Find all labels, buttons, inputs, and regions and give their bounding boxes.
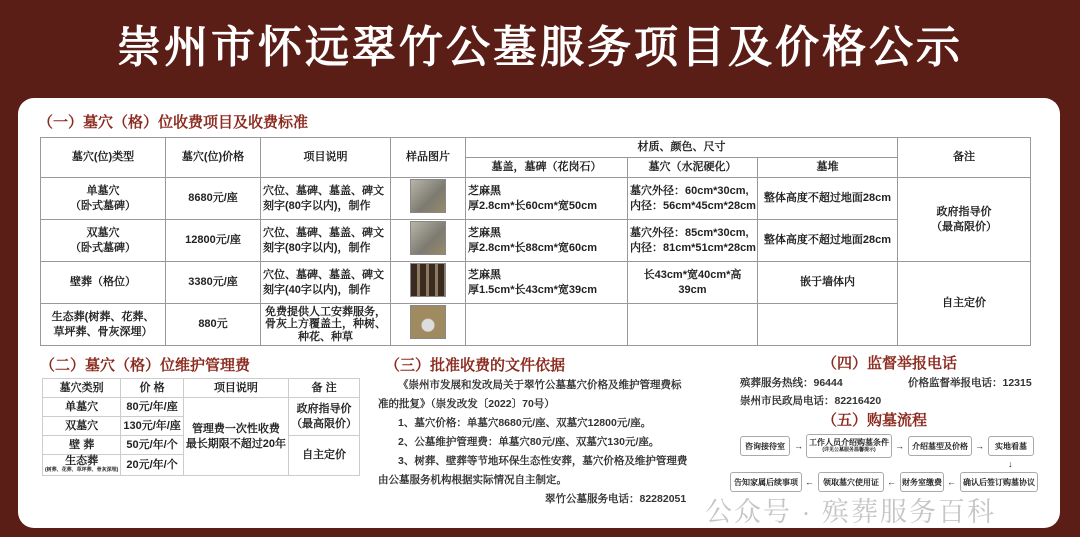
sample-photo [410, 221, 446, 255]
service-phone: 翠竹公墓服务电话：82282051 [545, 493, 687, 505]
pit: 长43cm*宽40cm*高39cm [628, 262, 758, 304]
arrow-right-icon: → [975, 441, 984, 451]
stone: 芝麻黑 [468, 269, 501, 282]
stone: 芝麻黑 [468, 227, 501, 240]
maintenance-fee-table [42, 378, 360, 476]
note: （最高限价） [931, 220, 997, 233]
stone: 芝麻黑 [468, 185, 501, 198]
section-5-title: （五）购墓流程 [822, 412, 928, 429]
note: 政府指导价 [936, 206, 992, 219]
doc-line: 3、树葬、壁葬等节地环保生态性安葬，墓穴价格及维护管理费 [398, 455, 688, 467]
civil-affairs-phone: 崇州市民政局电话：82216420 [740, 395, 882, 407]
arrow-right-icon: → [794, 441, 803, 451]
type: 双墓穴 [43, 417, 121, 436]
price: 3380元/座 [166, 262, 261, 304]
price-report-phone: 价格监督举报电话：12315 [908, 377, 1032, 389]
pit: 内径：81cm*51cm*28cm [630, 241, 756, 254]
doc-line: 《崇州市发展和发改局关于翠竹公墓墓穴价格及维护管理费标 [398, 379, 682, 391]
flow-step: 领取墓穴使用证 [818, 472, 884, 492]
price: 20元/年/个 [121, 455, 183, 476]
col-type: 墓穴类别 [43, 379, 121, 398]
note: 自主定价 [898, 262, 1031, 346]
desc: 穴位、墓碑、墓盖、碑文 [263, 227, 384, 240]
stone-size: 厚1.5cm*长43cm*宽39cm [468, 283, 598, 296]
type: 生态葬(树葬、花葬、 [51, 311, 155, 324]
table-row [41, 220, 1031, 262]
desc: 管理费一次性收费 [191, 423, 280, 436]
col-price: 墓穴(位)价格 [166, 138, 261, 178]
sample-photo [410, 305, 446, 339]
type: 单墓穴 [43, 398, 121, 417]
arrow-right-icon: → [895, 441, 904, 451]
type: 双墓穴 [86, 227, 120, 240]
arrow-left-icon: ← [947, 477, 956, 487]
sample-photo [410, 179, 446, 213]
col-price: 价 格 [121, 379, 183, 398]
desc: 穴位、墓碑、墓盖、碑文 [263, 185, 384, 198]
doc-line: 2、公墓维护管理费：单墓穴80元/座、双墓穴130元/座。 [398, 436, 660, 448]
col-pit: 墓穴（水泥硬化） [628, 158, 758, 178]
price: 880元 [166, 304, 261, 346]
stone-size: 厚2.8cm*长60cm*宽50cm [468, 199, 598, 212]
mound: 嵌于墙体内 [758, 262, 898, 304]
type-sub: 草坪葬、骨灰深埋） [53, 325, 153, 338]
desc: 刻字(40字以内)，制作 [263, 283, 371, 296]
section-4-title: （四）监督举报电话 [822, 355, 958, 372]
note: （最高限价） [291, 417, 358, 430]
flow-step: 告知家属后续事项 [730, 472, 802, 492]
hotline: 殡葬服务热线：96444 [740, 377, 843, 389]
desc: 刻字(80字以内)，制作 [263, 241, 371, 254]
col-note: 备 注 [289, 379, 360, 398]
flow-step [806, 434, 892, 458]
arrow-left-icon: ← [887, 477, 896, 487]
col-type: 墓穴(位)类型 [41, 138, 166, 178]
col-desc: 项目说明 [183, 379, 288, 398]
flow-step: 财务室缴费 [900, 472, 944, 492]
note: 政府指导价 [296, 403, 352, 416]
col-desc: 项目说明 [261, 138, 391, 178]
note: 自主定价 [289, 436, 360, 476]
step-note: (详见公墓服务温馨提示) [822, 446, 876, 453]
price: 8680元/座 [166, 178, 261, 220]
mound: 整体高度不超过地面28cm [758, 178, 898, 220]
col-material: 材质、颜色、尺寸 [466, 138, 898, 158]
doc-line: 1、墓穴价格：单墓穴8680元/座、双墓穴12800元/座。 [398, 417, 652, 429]
type: 壁葬（格位） [41, 262, 166, 304]
pit: 内径：56cm*45cm*28cm [630, 199, 756, 212]
price: 80元/年/座 [121, 398, 183, 417]
price: 12800元/座 [166, 220, 261, 262]
col-note: 备注 [898, 138, 1031, 178]
price: 130元/年/座 [121, 417, 183, 436]
section-2-title: （二）墓穴（格）位维护管理费 [40, 357, 251, 374]
section-3-title: （三）批准收费的文件依据 [385, 357, 566, 374]
doc-line: 准的批复》（崇发改发〔2022〕70号） [378, 398, 555, 410]
type-sub: （卧式墓碑） [70, 241, 136, 254]
burial-fee-table [40, 137, 1031, 346]
flow-step: 咨询接待室 [740, 436, 790, 456]
type: 生态葬 [65, 455, 99, 467]
arrow-down-icon: ↓ [1008, 459, 1013, 469]
pit: 墓穴外径：60cm*30cm, [630, 185, 749, 198]
type: 壁 葬 [43, 436, 121, 455]
price: 50元/年/个 [121, 436, 183, 455]
page-title: 崇州市怀远翠竹公墓服务项目及价格公示 [117, 23, 963, 72]
watermark: 公众号 · 殡葬服务百科 [705, 497, 996, 527]
mound: 整体高度不超过地面28cm [758, 220, 898, 262]
desc: 刻字(80字以内)，制作 [263, 199, 371, 212]
section-1-title: （一）墓穴（格）位收费项目及收费标准 [38, 114, 309, 131]
type: 单墓穴 [86, 185, 120, 198]
doc-line: 由公墓服务机构根据实际情况自主制定。 [378, 474, 567, 486]
stone-size: 厚2.8cm*长88cm*宽60cm [468, 241, 598, 254]
step-label: 工作人员介绍购墓条件 [809, 437, 889, 447]
arrow-left-icon: ← [805, 477, 814, 487]
col-stone: 墓盖，墓碑（花岗石） [466, 158, 628, 178]
flow-step: 介绍墓型及价格 [908, 436, 972, 456]
col-mound: 墓堆 [758, 158, 898, 178]
flow-step: 确认后签订购墓协议 [960, 472, 1038, 492]
col-photo: 样品图片 [391, 138, 466, 178]
desc: 免费提供人工安葬服务，骨灰上方覆盖土，种树、种花、种草 [261, 304, 391, 346]
flow-step: 实地看墓 [988, 436, 1034, 456]
sample-photo [410, 263, 446, 297]
type-sub: （卧式墓碑） [70, 199, 136, 212]
desc: 穴位、墓碑、墓盖、碑文 [263, 269, 384, 282]
table-row [41, 304, 1031, 346]
pit: 墓穴外径：85cm*30cm, [630, 227, 749, 240]
type-sub: (树葬、花葬、草坪葬、骨灰深埋) [45, 467, 119, 473]
table-row [41, 178, 1031, 220]
desc: 最长期限不超过20年 [185, 437, 287, 450]
table-row [41, 262, 1031, 304]
